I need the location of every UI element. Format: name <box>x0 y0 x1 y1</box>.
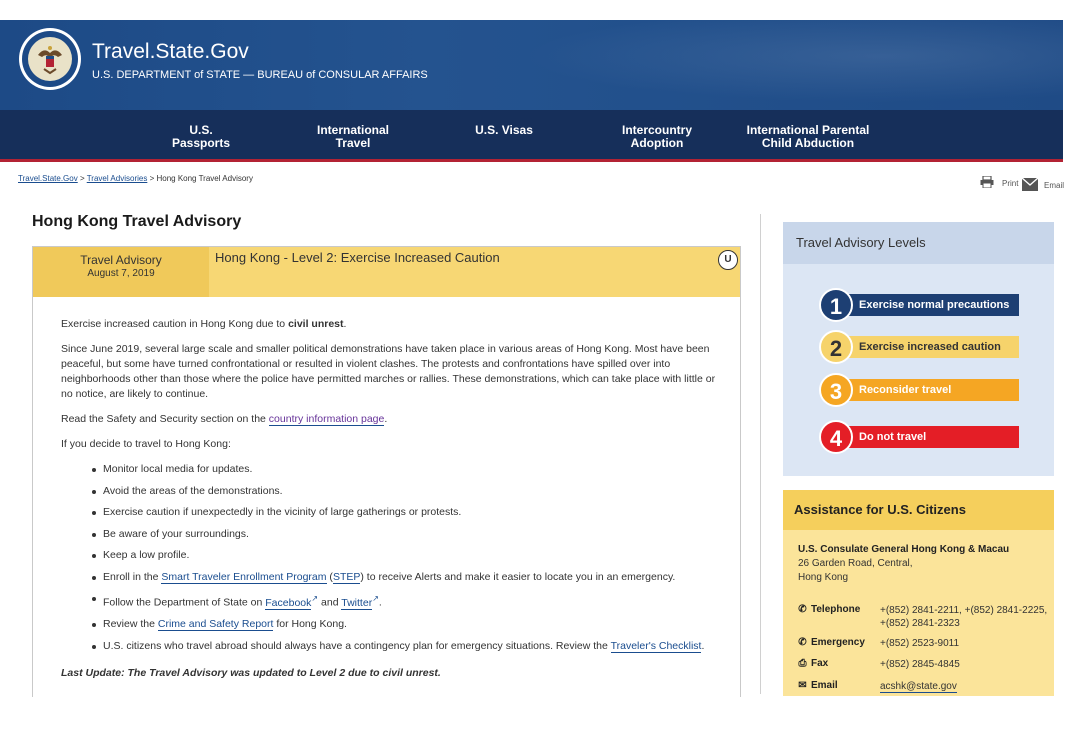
external-link-icon: ↗ <box>311 594 319 603</box>
advisory-content <box>61 317 721 691</box>
bullet-text: ) to receive Alerts and make it easier to locate you in an emergency. <box>360 570 676 583</box>
country-information-link[interactable]: country information page <box>268 413 385 425</box>
levels-panel-header <box>783 222 1054 264</box>
department-of-state-seal-icon[interactable] <box>18 27 82 91</box>
advisory-panel <box>32 246 741 697</box>
email-icon[interactable] <box>1022 178 1038 191</box>
bullet-text: U.S. citizens who travel abroad should always have a contingency plan for emergency situations. Review the <box>103 639 611 652</box>
fax-label <box>797 658 877 669</box>
level-1-label: Exercise normal precautions <box>849 294 1019 316</box>
travelers-checklist-link[interactable]: Traveler's Checklist <box>610 639 702 652</box>
twitter-link[interactable]: Twitter <box>341 596 373 609</box>
telephone-value[interactable]: +(852) 2841-2211, +(852) 2841-2225, +(852) 2841-2323 <box>880 605 1048 629</box>
list-item <box>103 591 721 611</box>
email-label-text: Email <box>811 680 838 691</box>
intro-bold: civil unrest <box>288 318 344 330</box>
list-item: Keep a low profile. <box>103 548 721 563</box>
unrest-indicator-icon[interactable]: U <box>718 250 738 270</box>
sidebar-divider <box>760 214 761 694</box>
step-link[interactable]: STEP <box>332 570 361 583</box>
site-subtitle: U.S. DEPARTMENT of STATE — BUREAU of CONSULAR AFFAIRS <box>92 69 428 81</box>
levels-panel-title: Travel Advisory Levels <box>796 235 926 250</box>
assistance-panel <box>783 490 1054 696</box>
fax-value: +(852) 2845-4845 <box>880 659 960 670</box>
emergency-label-text: Emergency <box>811 637 865 648</box>
advisory-bullet-list <box>61 462 721 654</box>
emergency-label <box>797 637 877 648</box>
advisory-label: Travel Advisory <box>80 253 162 267</box>
step-program-link[interactable]: Smart Traveler Enrollment Program <box>161 570 327 583</box>
advisory-read-more <box>61 412 721 427</box>
envelope-icon: ✉ <box>798 680 807 691</box>
consulate-address-line2: Hong Kong <box>798 572 849 583</box>
list-item <box>103 617 721 632</box>
nav-item-us-passports[interactable]: U.S. Passports <box>171 123 231 150</box>
phone-icon: ✆ <box>798 637 807 648</box>
intro-text: Exercise increased caution in Hong Kong due to <box>61 318 289 330</box>
nav-item-us-visas[interactable]: U.S. Visas <box>475 123 533 137</box>
advisory-paragraph: Since June 2019, several large scale and smaller political demonstrations have taken place in various areas of Hong Kong. Most have been peaceful, but some have turned confrontational or resulted in violent clashes. The protests and confrontations have spilled over into neighborhoods other than those where the police have permitted marches or rallies. These demonstrations, which can take place with little or no notice, are likely to continue. <box>61 343 716 400</box>
level-2-number: 2 <box>819 330 853 364</box>
list-item: Exercise caution if unexpectedly in the vicinity of large gatherings or protests. <box>103 505 721 520</box>
email-link[interactable]: acshk@state.gov <box>880 681 957 692</box>
read-suffix: . <box>384 413 388 425</box>
print-icon[interactable] <box>980 176 994 188</box>
advisory-level-text: Hong Kong - Level 2: Exercise Increased Caution <box>215 250 500 265</box>
intro-suffix: . <box>343 318 347 330</box>
nav-item-label-line1: International Parental <box>746 123 870 137</box>
telephone-label-text: Telephone <box>811 604 861 615</box>
facebook-link[interactable]: Facebook <box>265 596 312 609</box>
advisory-intro <box>61 317 721 332</box>
site-title[interactable]: Travel.State.Gov <box>92 40 249 63</box>
fax-label-text: Fax <box>811 658 829 669</box>
bullet-text: Enroll in the <box>103 570 162 583</box>
main-nav <box>0 110 1063 162</box>
advisory-if-travel: If you decide to travel to Hong Kong: <box>61 438 231 450</box>
breadcrumb <box>18 174 253 183</box>
breadcrumb-home-link[interactable]: Travel.State.Gov <box>18 174 78 183</box>
consulate-address <box>798 543 1009 585</box>
nav-item-label-line2: Child Abduction <box>761 136 855 150</box>
emergency-value[interactable]: +(852) 2523-9011 <box>880 638 960 649</box>
assistance-panel-header <box>783 490 1054 530</box>
email-value <box>880 680 1050 693</box>
email-label[interactable]: Email <box>1044 181 1065 190</box>
list-item <box>103 570 721 585</box>
breadcrumb-separator: > <box>147 174 157 183</box>
assistance-panel-title: Assistance for U.S. Citizens <box>794 502 966 517</box>
site-header <box>0 20 1063 110</box>
list-item: Avoid the areas of the demonstrations. <box>103 484 721 499</box>
list-item: Monitor local media for updates. <box>103 462 721 477</box>
page-title: Hong Kong Travel Advisory <box>32 213 242 230</box>
bullet-text: . <box>701 639 705 652</box>
breadcrumb-current: Hong Kong Travel Advisory <box>156 174 253 183</box>
last-update-note: Last Update: The Travel Advisory was updated to Level 2 due to civil unrest. <box>61 666 441 679</box>
advisory-date-block <box>33 247 209 297</box>
list-item: Be aware of your surroundings. <box>103 527 721 542</box>
bullet-text: Review the <box>103 618 158 630</box>
nav-item-international-travel[interactable]: International Travel <box>316 123 389 150</box>
bullet-text: ( <box>326 570 333 583</box>
bullet-text: . <box>378 596 382 609</box>
advisory-date: August 7, 2019 <box>87 268 155 279</box>
consulate-address-line1: 26 Garden Road, Central, <box>798 558 913 569</box>
email-label <box>797 680 877 691</box>
breadcrumb-separator: > <box>77 174 87 183</box>
level-4-label: Do not travel <box>849 426 1019 448</box>
level-1-number: 1 <box>819 288 853 322</box>
phone-icon: ✆ <box>798 604 807 615</box>
level-3-number: 3 <box>819 373 853 407</box>
level-3-label: Reconsider travel <box>849 379 1019 401</box>
consulate-name: U.S. Consulate General Hong Kong & Macau <box>798 544 1010 555</box>
print-label[interactable]: Print <box>1002 179 1019 188</box>
level-4-number: 4 <box>819 420 853 454</box>
bullet-text: Follow the Department of State on <box>103 596 266 609</box>
nav-item-intercountry-adoption[interactable]: Intercountry Adoption <box>621 123 692 150</box>
list-item <box>103 639 721 654</box>
telephone-label <box>797 604 877 615</box>
advisory-level-block <box>209 247 740 297</box>
bullet-text: for Hong Kong. <box>273 618 347 630</box>
crime-safety-report-link[interactable]: Crime and Safety Report <box>157 618 274 630</box>
breadcrumb-advisories-link[interactable]: Travel Advisories <box>86 174 148 183</box>
external-link-icon: ↗ <box>372 594 379 603</box>
advisory-levels-panel <box>783 222 1054 476</box>
level-2-label: Exercise increased caution <box>849 336 1019 358</box>
read-prefix: Read the Safety and Security section on the <box>61 413 269 425</box>
fax-icon: ⎙ <box>798 658 807 669</box>
nav-item-parental-child-abduction[interactable] <box>746 124 870 150</box>
bullet-text: and <box>318 596 342 609</box>
